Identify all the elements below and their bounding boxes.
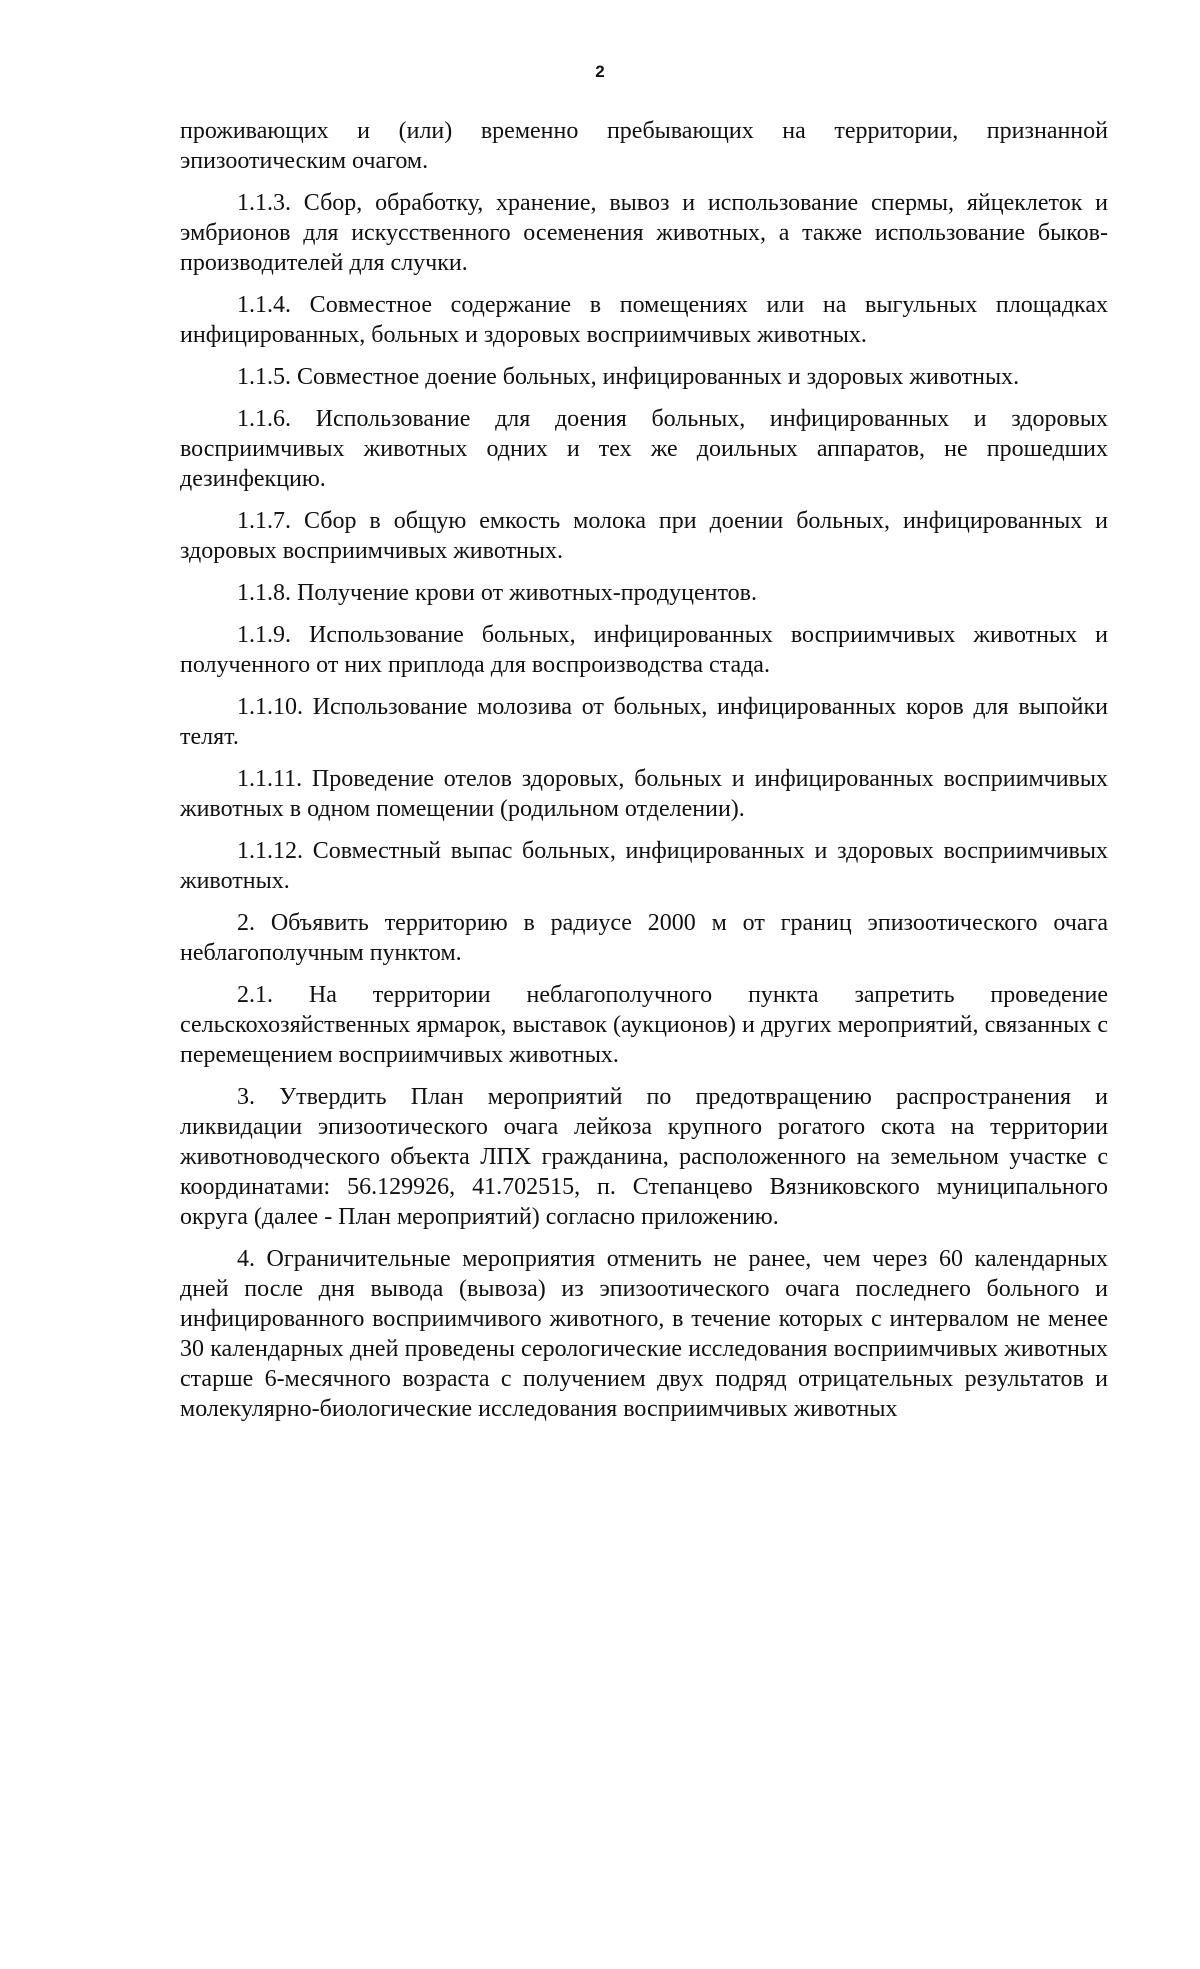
paragraph-3: 3. Утвердить План мероприятий по предотвращению распространения и ликвидации эпизоотического очага лейкоза крупного рогатого скота на территории животноводческого объекта ЛПХ гражданина, расположенного на земельном участке с координатами: 56.129926, 41.702515, п. Степанцево Вязниковского муниципального округа (далее - План мероприятий) согласно приложению. [180,1084,1108,1230]
paragraph-2: 2. Объявить территорию в радиусе 2000 м от границ эпизоотического очага неблагополучным пунктом. [180,910,1108,966]
page-number: 2 [595,62,605,81]
paragraph-1-1-7: 1.1.7. Сбор в общую емкость молока при доении больных, инфицированных и здоровых восприимчивых животных. [180,508,1108,564]
paragraph-1-1-3: 1.1.3. Сбор, обработку, хранение, вывоз и использование спермы, яйцеклеток и эмбрионов для искусственного осеменения животных, а также использование быков-производителей для случки. [180,190,1108,276]
paragraph-1-1-8: 1.1.8. Получение крови от животных-продуцентов. [237,580,757,606]
paragraph-4: 4. Ограничительные мероприятия отменить не ранее, чем через 60 календарных дней после дня вывода (вывоза) из эпизоотического очага последнего больного и инфицированного восприимчивого животного, в течение которых с интервалом не менее 30 календарных дней проведены серологические исследования восприимчивых животных старше 6-месячного возраста с получением двух подряд отрицательных результатов и молекулярно-биологические исследования восприимчивых животных [180,1246,1108,1422]
paragraph-1-1-12: 1.1.12. Совместный выпас больных, инфицированных и здоровых восприимчивых животных. [180,838,1108,894]
paragraph-continuation: проживающих и (или) временно пребывающих на территории, признанной эпизоотическим очагом. [180,118,1108,174]
paragraph-1-1-5: 1.1.5. Совместное доение больных, инфицированных и здоровых животных. [237,364,1020,390]
paragraph-1-1-9: 1.1.9. Использование больных, инфицированных восприимчивых животных и полученного от них приплода для воспроизводства стада. [180,622,1108,678]
paragraph-2-1: 2.1. На территории неблагополучного пункта запретить проведение сельскохозяйственных ярмарок, выставок (аукционов) и других мероприятий, связанных с перемещением восприимчивых животных. [180,982,1108,1068]
paragraph-1-1-10: 1.1.10. Использование молозива от больных, инфицированных коров для выпойки телят. [180,694,1108,750]
document-body [180,116,1108,1436]
paragraph-1-1-4: 1.1.4. Совместное содержание в помещениях или на выгульных площадках инфицированных, больных и здоровых восприимчивых животных. [180,292,1108,348]
paragraph-1-1-11: 1.1.11. Проведение отелов здоровых, больных и инфицированных восприимчивых животных в одном помещении (родильном отделении). [180,766,1108,822]
paragraph-1-1-6: 1.1.6. Использование для доения больных, инфицированных и здоровых восприимчивых животных одних и тех же доильных аппаратов, не прошедших дезинфекцию. [180,406,1108,492]
